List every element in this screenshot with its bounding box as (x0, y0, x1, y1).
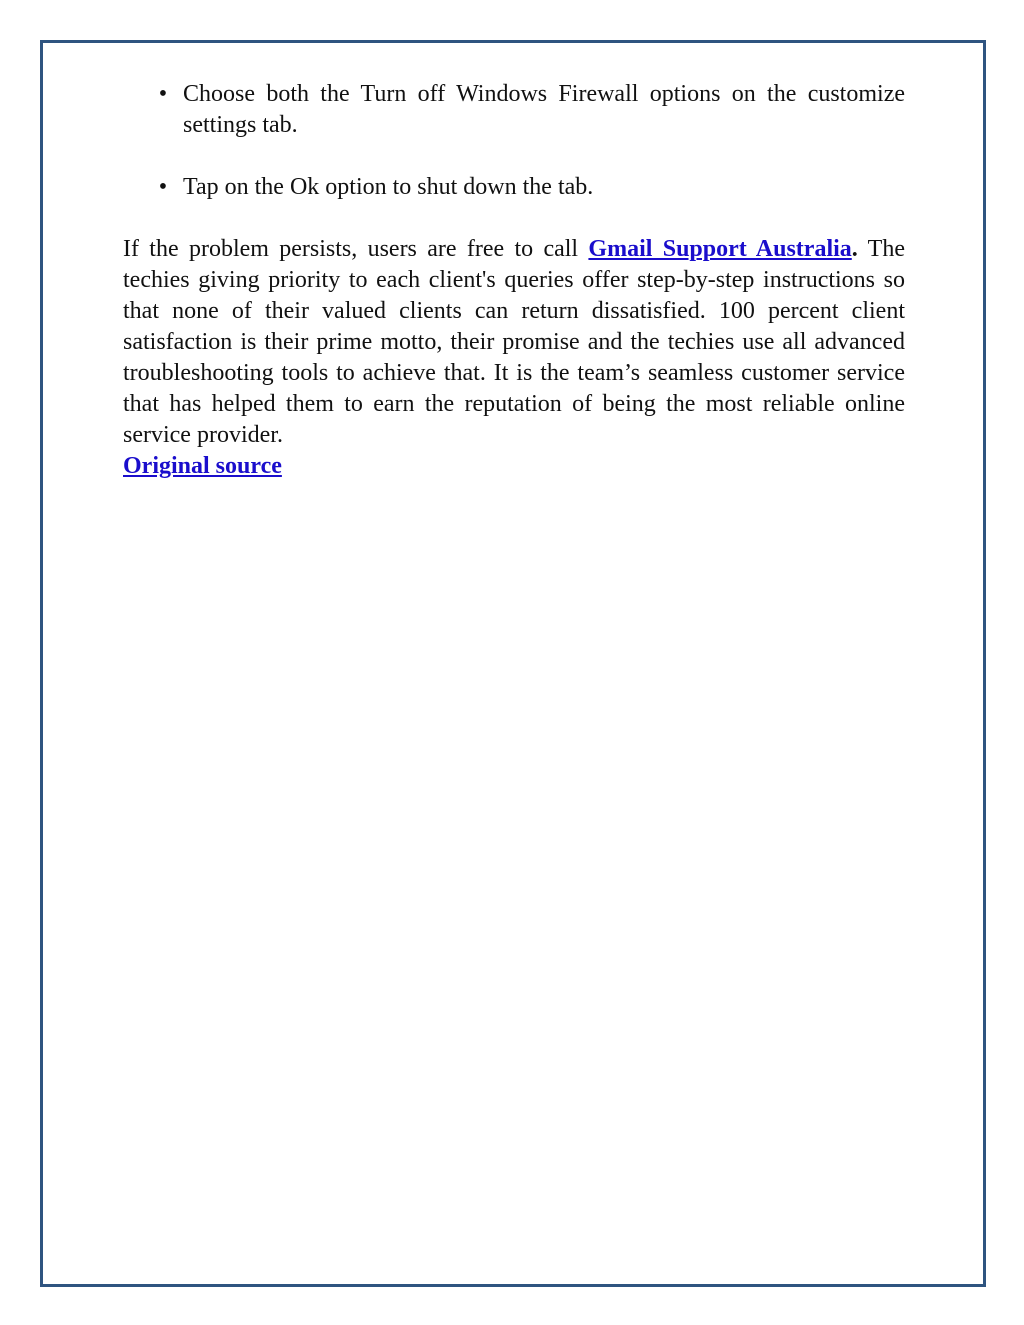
source-line (123, 451, 905, 482)
paragraph-intro-text: If the problem persists, users are free to call (123, 236, 589, 262)
gmail-support-australia-link[interactable]: Gmail Support Australia (588, 236, 852, 262)
bullet-list (123, 79, 905, 203)
paragraph-body-text: The techies giving priority to each client's queries offer step-by-step instructions so that none of their valued clients can return dissatisfied. 100 percent client satisfaction is their prime motto, their promise and the techies use all advanced troubleshooting tools to achieve that. It is the team’s seamless customer service that has helped them to earn the reputation of being the most reliable online service provider. (123, 236, 905, 448)
list-item (123, 79, 905, 141)
link-period: . (851, 236, 858, 262)
body-paragraph (123, 234, 905, 451)
document-content (123, 79, 905, 482)
page-border-frame (40, 40, 986, 1287)
bullet-icon: • (158, 174, 168, 200)
bullet-icon: • (158, 81, 168, 107)
original-source-link[interactable]: Original source (123, 453, 282, 479)
list-item-text: Tap on the Ok option to shut down the tab. (183, 174, 594, 200)
list-item (123, 172, 905, 203)
list-item-text: Choose both the Turn off Windows Firewall options on the customize settings tab. (183, 81, 905, 138)
